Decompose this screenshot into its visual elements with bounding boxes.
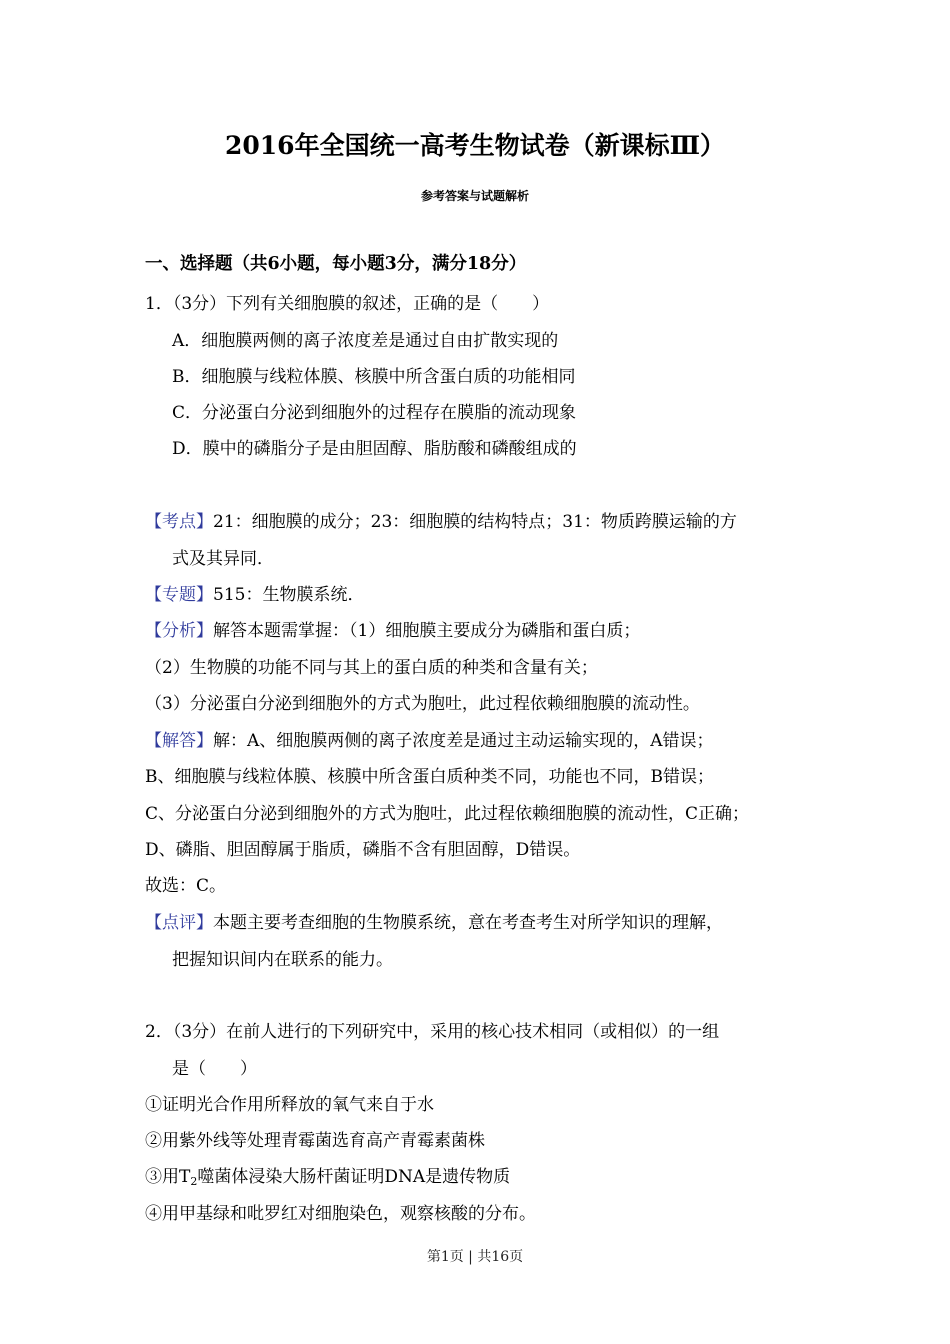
q1-option-b: B．细胞膜与线粒体膜、核膜中所含蛋白质的功能相同 xyxy=(172,367,576,387)
fenxi-tag: 【分析】 xyxy=(145,621,213,641)
dianping-text: 本题主要考查细胞的生物膜系统，意在考查考生对所学知识的理解， xyxy=(213,913,723,933)
q1-stem: 1．（3分）下列有关细胞膜的叙述，正确的是（ ） xyxy=(145,294,550,314)
page-title: 2016年全国统一高考生物试卷（新课标Ⅲ） xyxy=(224,131,726,160)
jieda-text: 解：A、细胞膜两侧的离子浓度差是通过主动运输实现的，A错误； xyxy=(213,731,714,751)
dianping-cont: 把握知识间内在联系的能力。 xyxy=(172,950,393,970)
q2-item-3-sub: 2 xyxy=(190,1175,198,1188)
fenxi-point-2: （2）生物膜的功能不同与其上的蛋白质的种类和含量有关； xyxy=(145,658,598,678)
page-subtitle: 参考答案与试题解析 xyxy=(420,189,529,203)
fenxi-line xyxy=(145,616,640,641)
zhuanti-tag: 【专题】 xyxy=(145,585,213,605)
q2-item-2: ②用紫外线等处理青霉菌选育高产青霉素菌株 xyxy=(145,1131,485,1151)
q1-option-a: A．细胞膜两侧的离子浓度差是通过自由扩散实现的 xyxy=(172,331,559,351)
answer-choice: 故选：C。 xyxy=(145,876,227,896)
zhuanti-text: 515：生物膜系统． xyxy=(213,585,365,605)
dianping-line xyxy=(145,908,723,933)
q2-item-4: ④用甲基绿和吡罗红对细胞染色，观察核酸的分布。 xyxy=(145,1204,536,1224)
q1-option-c: C．分泌蛋白分泌到细胞外的过程存在膜脂的流动现象 xyxy=(172,403,577,423)
jieda-d: D、磷脂、胆固醇属于脂质，磷脂不含有胆固醇，D错误。 xyxy=(145,840,581,860)
q2-item-1: ①证明光合作用所释放的氧气来自于水 xyxy=(145,1095,434,1115)
kaodian-text: 21：细胞膜的成分；23：细胞膜的结构特点；31：物质跨膜运输的方 xyxy=(213,512,737,532)
section-heading: 一、选择题（共6小题，每小题3分，满分18分） xyxy=(145,254,527,274)
jieda-line xyxy=(145,726,714,751)
page-footer: 第1页 | 共16页 xyxy=(426,1249,524,1265)
jieda-b: B、细胞膜与线粒体膜、核膜中所含蛋白质种类不同，功能也不同，B错误； xyxy=(145,767,714,787)
kaodian-line xyxy=(145,507,737,532)
q2-item-3-pre: ③用T xyxy=(145,1167,191,1187)
kaodian-cont: 式及其异同． xyxy=(172,549,274,569)
zhuanti-line xyxy=(145,580,364,605)
fenxi-text: 解答本题需掌握：（1）细胞膜主要成分为磷脂和蛋白质； xyxy=(213,621,641,641)
q2-stem: 2．（3分）在前人进行的下列研究中，采用的核心技术相同（或相似）的一组 xyxy=(145,1022,720,1042)
q1-option-d: D．膜中的磷脂分子是由胆固醇、脂肪酸和磷酸组成的 xyxy=(172,439,577,459)
q2-item-3-post: 噬菌体浸染大肠杆菌证明DNA是遗传物质 xyxy=(197,1167,511,1187)
kaodian-tag: 【考点】 xyxy=(145,512,213,532)
jieda-c: C、分泌蛋白分泌到细胞外的方式为胞吐，此过程依赖细胞膜的流动性，C正确； xyxy=(145,804,750,824)
jieda-tag: 【解答】 xyxy=(145,731,213,751)
q2-stem-cont: 是（ ） xyxy=(172,1059,257,1079)
dianping-tag: 【点评】 xyxy=(145,913,213,933)
fenxi-point-3: （3）分泌蛋白分泌到细胞外的方式为胞吐，此过程依赖细胞膜的流动性。 xyxy=(145,694,700,714)
q2-item-3 xyxy=(145,1162,510,1188)
